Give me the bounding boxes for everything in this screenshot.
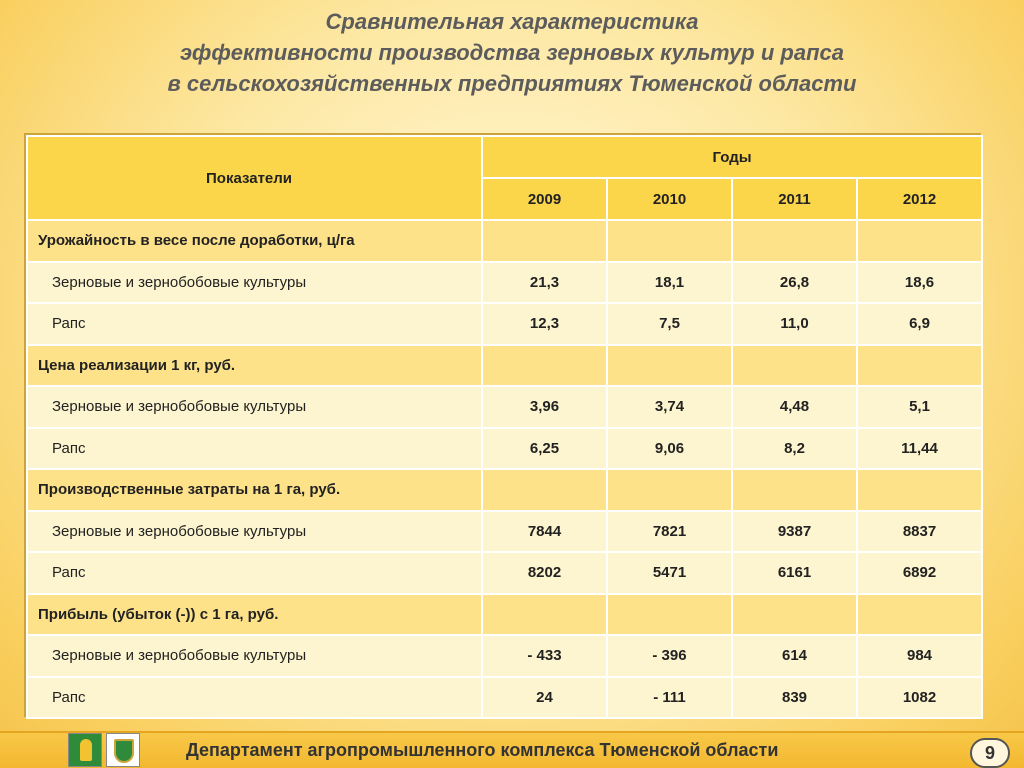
table-cell: 7844 xyxy=(482,511,607,553)
table-cell: 6892 xyxy=(857,552,982,594)
table-cell: 839 xyxy=(732,677,857,719)
table-cell xyxy=(857,469,982,511)
header-year-2011: 2011 xyxy=(732,178,857,220)
table-row xyxy=(27,428,982,470)
section-label: Прибыль (убыток (-)) с 1 га, руб. xyxy=(27,594,482,636)
table-cell: 26,8 xyxy=(732,262,857,304)
header-year-2010: 2010 xyxy=(607,178,732,220)
table-cell: 3,74 xyxy=(607,386,732,428)
table-cell xyxy=(482,220,607,262)
footer-department-name: Департамент агропромышленного комплекса Тюменской области xyxy=(186,740,779,760)
table-cell: 12,3 xyxy=(482,303,607,345)
table-cell: 6,25 xyxy=(482,428,607,470)
table-section-row xyxy=(27,345,982,387)
table-cell xyxy=(732,345,857,387)
header-years: Годы xyxy=(482,136,982,178)
table-cell: 5,1 xyxy=(857,386,982,428)
tyumen-coat-of-arms-icon xyxy=(106,733,140,767)
table-cell xyxy=(857,220,982,262)
table-cell: 614 xyxy=(732,635,857,677)
table-cell: 11,44 xyxy=(857,428,982,470)
table-cell: 11,0 xyxy=(732,303,857,345)
table-cell: 4,48 xyxy=(732,386,857,428)
page-title xyxy=(0,6,1024,99)
row-label: Зерновые и зернобобовые культуры xyxy=(27,511,482,553)
table-section-row xyxy=(27,469,982,511)
table-cell xyxy=(482,469,607,511)
data-table xyxy=(26,135,983,719)
header-year-2009: 2009 xyxy=(482,178,607,220)
row-label: Зерновые и зернобобовые культуры xyxy=(27,262,482,304)
table-cell: 984 xyxy=(857,635,982,677)
header-year-2012: 2012 xyxy=(857,178,982,220)
table-cell xyxy=(732,220,857,262)
table-cell: 18,6 xyxy=(857,262,982,304)
table-cell xyxy=(607,594,732,636)
title-line-2: эффективности производства зерновых культур и рапса xyxy=(180,40,844,65)
table-cell: 6,9 xyxy=(857,303,982,345)
table-cell: 18,1 xyxy=(607,262,732,304)
table-cell: - 396 xyxy=(607,635,732,677)
table-cell xyxy=(607,220,732,262)
table-cell xyxy=(732,594,857,636)
page-number: 9 xyxy=(970,738,1010,768)
table-cell xyxy=(482,594,607,636)
header-indicators: Показатели xyxy=(27,136,482,220)
table-cell: 3,96 xyxy=(482,386,607,428)
table-cell: 6161 xyxy=(732,552,857,594)
row-label: Рапс xyxy=(27,552,482,594)
table-cell xyxy=(732,469,857,511)
table-row xyxy=(27,552,982,594)
table-cell: 24 xyxy=(482,677,607,719)
table-cell: 1082 xyxy=(857,677,982,719)
table-cell: 7,5 xyxy=(607,303,732,345)
table-section-row xyxy=(27,594,982,636)
row-label: Рапс xyxy=(27,303,482,345)
comparison-table xyxy=(24,133,981,717)
table-row xyxy=(27,511,982,553)
section-label: Урожайность в весе после доработки, ц/га xyxy=(27,220,482,262)
table-section-row xyxy=(27,220,982,262)
table-cell: - 111 xyxy=(607,677,732,719)
row-label: Рапс xyxy=(27,428,482,470)
table-cell xyxy=(607,469,732,511)
table-cell xyxy=(857,594,982,636)
table-cell xyxy=(607,345,732,387)
table-cell: 9,06 xyxy=(607,428,732,470)
table-row xyxy=(27,262,982,304)
table-cell: 8837 xyxy=(857,511,982,553)
table-row xyxy=(27,677,982,719)
table-row xyxy=(27,303,982,345)
table-cell: 8,2 xyxy=(732,428,857,470)
title-line-1: Сравнительная характеристика xyxy=(325,9,699,34)
section-label: Производственные затраты на 1 га, руб. xyxy=(27,469,482,511)
table-cell xyxy=(482,345,607,387)
section-label: Цена реализации 1 кг, руб. xyxy=(27,345,482,387)
row-label: Зерновые и зернобобовые культуры xyxy=(27,386,482,428)
table-cell xyxy=(857,345,982,387)
table-cell: 7821 xyxy=(607,511,732,553)
agro-emblem-icon xyxy=(68,733,102,767)
table-cell: 8202 xyxy=(482,552,607,594)
title-line-3: в сельскохозяйственных предприятиях Тюменской области xyxy=(167,71,857,96)
table-cell: 9387 xyxy=(732,511,857,553)
table-row xyxy=(27,386,982,428)
table-cell: 5471 xyxy=(607,552,732,594)
row-label: Зерновые и зернобобовые культуры xyxy=(27,635,482,677)
table-cell: - 433 xyxy=(482,635,607,677)
table-row xyxy=(27,635,982,677)
table-cell: 21,3 xyxy=(482,262,607,304)
row-label: Рапс xyxy=(27,677,482,719)
